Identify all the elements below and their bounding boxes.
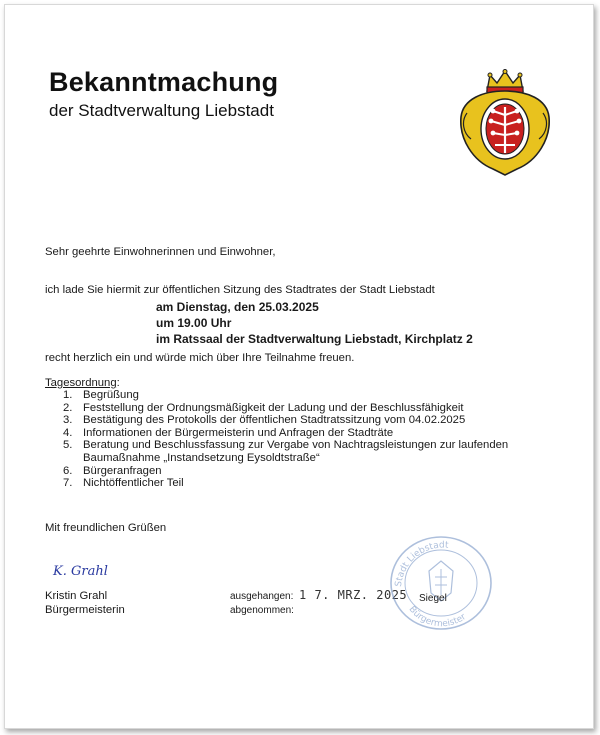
page-title: Bekanntmachung xyxy=(49,67,279,97)
agenda-item xyxy=(45,389,508,402)
agenda-item xyxy=(45,414,508,427)
agenda-item-number: 1. xyxy=(63,389,73,401)
official-seal-icon xyxy=(385,531,497,635)
agenda-item-text: Feststellung der Ordnungsmäßigkeit der Ladung und der Beschlussfähigkeit xyxy=(83,401,464,414)
posted-label: ausgehangen: xyxy=(230,591,294,602)
agenda-item-number: 6. xyxy=(63,464,73,477)
handwritten-signature: K. Grahl xyxy=(53,564,108,579)
agenda-item-text: Nichtöffentlicher Teil xyxy=(83,477,184,490)
agenda-item-number: 5. xyxy=(63,439,73,452)
agenda-item-number: 7. xyxy=(63,477,73,490)
invitation-intro: ich lade Sie hiermit zur öffentlichen Sitzung des Stadtrates der Stadt Liebstadt xyxy=(45,284,435,296)
agenda-item xyxy=(45,402,508,415)
meeting-location: im Ratssaal der Stadtverwaltung Liebstadt, Kirchplatz 2 xyxy=(156,332,473,346)
agenda-item-text: Beratung und Beschlussfassung zur Vergabe von Nachtragsleistungen zur laufenden xyxy=(83,439,509,452)
meeting-date: am Dienstag, den 25.03.2025 xyxy=(156,300,319,314)
page-subtitle: der Stadtverwaltung Liebstadt xyxy=(49,101,274,120)
seal-label: Siegel xyxy=(419,593,447,604)
agenda-item-number: 2. xyxy=(63,401,73,414)
agenda-item xyxy=(45,439,508,464)
signatory-name: Kristin Grahl xyxy=(45,590,108,602)
agenda-list xyxy=(45,389,508,490)
meeting-time: um 19.00 Uhr xyxy=(156,316,232,330)
document-page xyxy=(4,4,594,729)
agenda-item-text: Informationen der Bürgermeisterin und Anfragen der Stadträte xyxy=(83,426,394,439)
agenda-heading xyxy=(45,377,120,389)
invitation-outro: recht herzlich ein und würde mich über Ihre Teilnahme freuen. xyxy=(45,352,355,364)
seal-text-bottom: Bürgermeister xyxy=(406,604,468,630)
agenda-item-number: 4. xyxy=(63,426,73,439)
posted-date-stamp: 1 7. MRZ. 2025 xyxy=(299,588,408,602)
agenda-item-text-continued: Baumaßnahme „Instandsetzung Eysoldtstraße“ xyxy=(83,451,320,464)
agenda-item-number: 3. xyxy=(63,414,73,427)
agenda-item-text: Begrüßung xyxy=(83,389,139,401)
seal-text-top: Stadt Liebstadt xyxy=(393,540,449,588)
agenda-item-text: Bürgeranfragen xyxy=(83,464,162,477)
greeting: Sehr geehrte Einwohnerinnen und Einwohner, xyxy=(45,246,276,258)
closing-text: Mit freundlichen Grüßen xyxy=(45,522,167,534)
agenda-item-text: Bestätigung des Protokolls der öffentlichen Stadtratssitzung vom 04.02.2025 xyxy=(83,414,466,427)
agenda-item xyxy=(45,465,508,478)
agenda-item xyxy=(45,477,508,490)
agenda-item xyxy=(45,427,508,440)
agenda-heading-label: Tagesordnung xyxy=(45,377,117,389)
signatory-role: Bürgermeisterin xyxy=(45,604,125,616)
removed-label: abgenommen: xyxy=(230,605,294,616)
city-coat-of-arms-icon xyxy=(457,69,553,177)
agenda-heading-colon: : xyxy=(116,377,120,389)
